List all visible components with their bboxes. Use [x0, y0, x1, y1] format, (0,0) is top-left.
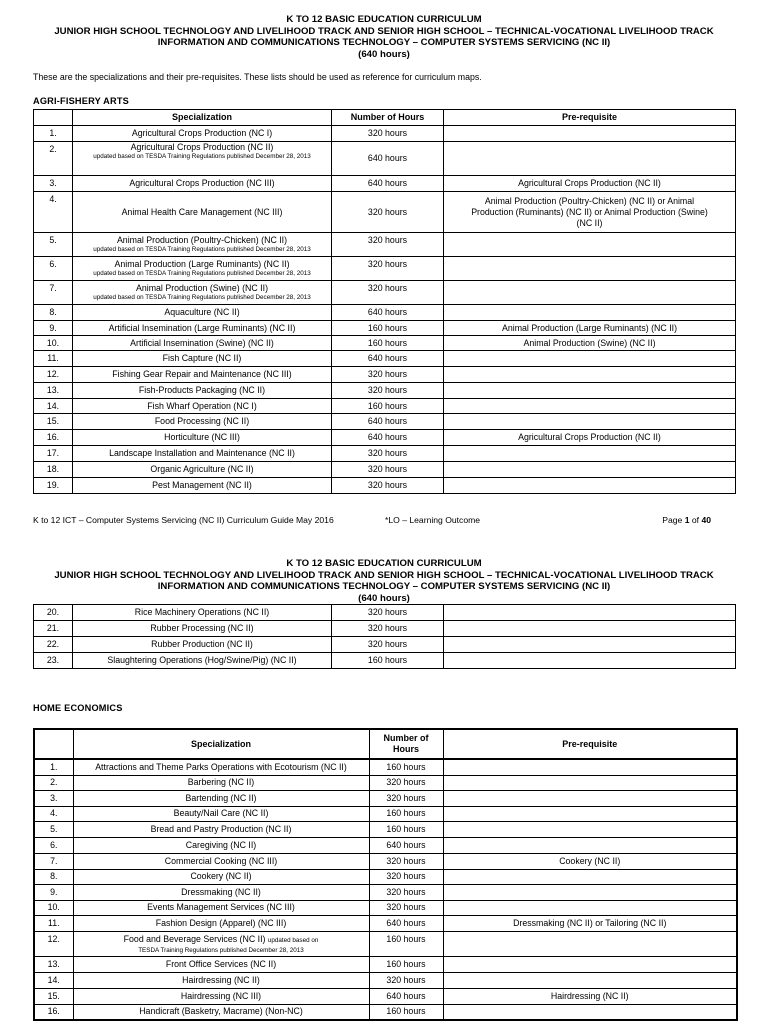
row-number: 17. [34, 446, 73, 462]
col-num-header [34, 110, 73, 126]
table-row [34, 305, 736, 321]
table-row [34, 192, 736, 233]
row-specialization: Attractions and Theme Parks Operations with Ecotourism (NC II) [73, 759, 369, 775]
table-row [34, 931, 737, 956]
table-row [34, 321, 736, 336]
row-number: 9. [34, 884, 73, 900]
row-hours: 320 hours [332, 637, 444, 653]
row-number: 11. [34, 915, 73, 931]
row-prereq [444, 367, 736, 383]
row-hours: 160 hours [369, 1004, 443, 1020]
row-prereq [443, 869, 737, 884]
row-prereq: Agricultural Crops Production (NC II) [444, 176, 736, 192]
row-number: 14. [34, 399, 73, 414]
row-prereq: Dressmaking (NC II) or Tailoring (NC II) [443, 915, 737, 931]
row-hours: 640 hours [332, 430, 444, 446]
row-specialization: Caregiving (NC II) [73, 837, 369, 853]
row-specialization: Agricultural Crops Production (NC III) [73, 176, 332, 192]
row-hours: 640 hours [332, 351, 444, 367]
header-line-2: JUNIOR HIGH SCHOOL TECHNOLOGY AND LIVELIHOOD TRACK AND SENIOR HIGH SCHOOL – TECHNICAL-VOCATIONAL LIVELIHOOD TRACK [54, 569, 714, 581]
table-row [34, 900, 737, 915]
row-prereq [443, 1004, 737, 1020]
row-specialization: Fashion Design (Apparel) (NC III) [73, 915, 369, 931]
table-row [34, 653, 736, 669]
row-hours: 640 hours [332, 414, 444, 430]
table-row [34, 351, 736, 367]
row-specialization: Rubber Production (NC II) [73, 637, 332, 653]
table-row [34, 281, 736, 305]
row-specialization [73, 233, 332, 257]
table-row [34, 446, 736, 462]
table-row [34, 430, 736, 446]
row-hours: 320 hours [332, 462, 444, 478]
row-specialization: Commercial Cooking (NC III) [73, 853, 369, 869]
table-row [34, 972, 737, 988]
row-prereq [443, 790, 737, 806]
row-specialization: Artificial Insemination (Large Ruminants) (NC II) [73, 321, 332, 336]
row-number: 8. [34, 869, 73, 884]
row-hours: 320 hours [332, 367, 444, 383]
row-specialization: Aquaculture (NC II) [73, 305, 332, 321]
row-specialization: Horticulture (NC III) [73, 430, 332, 446]
header-line-4: (640 hours) [358, 592, 410, 604]
row-hours: 320 hours [332, 281, 444, 305]
row-prereq [443, 821, 737, 837]
row-hours: 320 hours [369, 775, 443, 790]
row-specialization: Cookery (NC II) [73, 869, 369, 884]
row-hours: 160 hours [332, 653, 444, 669]
row-prereq: Agricultural Crops Production (NC II) [444, 430, 736, 446]
home-table [33, 728, 738, 1021]
table-row [34, 884, 737, 900]
row-specialization: Pest Management (NC II) [73, 478, 332, 494]
row-number: 21. [34, 621, 73, 637]
col-hours-header: Number of Hours [332, 110, 444, 126]
row-hours: 320 hours [369, 900, 443, 915]
row-number: 15. [34, 988, 73, 1004]
row-prereq [444, 305, 736, 321]
row-specialization: Fish Capture (NC II) [73, 351, 332, 367]
row-prereq [444, 605, 736, 621]
table-row [34, 806, 737, 821]
row-hours: 160 hours [369, 759, 443, 775]
footer-page-number [662, 515, 711, 525]
row-number: 10. [34, 900, 73, 915]
row-number: 9. [34, 321, 73, 336]
table-row [34, 126, 736, 142]
row-prereq [444, 621, 736, 637]
table-row [34, 853, 737, 869]
row-specialization: Handicraft (Basketry, Macrame) (Non-NC) [73, 1004, 369, 1020]
row-hours: 640 hours [369, 837, 443, 853]
row-specialization: Slaughtering Operations (Hog/Swine/Pig) (NC II) [73, 653, 332, 669]
table-row [34, 821, 737, 837]
row-number: 20. [34, 605, 73, 621]
spec-note: updated based on [267, 936, 319, 944]
row-prereq [444, 637, 736, 653]
row-specialization: Beauty/Nail Care (NC II) [73, 806, 369, 821]
page-header-2 [0, 558, 768, 604]
table-row [34, 462, 736, 478]
row-prereq [444, 281, 736, 305]
row-specialization: Events Management Services (NC III) [73, 900, 369, 915]
row-prereq: Animal Production (Large Ruminants) (NC II) [444, 321, 736, 336]
table-row [34, 869, 737, 884]
row-specialization: Front Office Services (NC II) [73, 956, 369, 972]
col-prereq-header: Pre-requisite [444, 110, 736, 126]
table-row [34, 775, 737, 790]
row-prereq [444, 653, 736, 669]
row-specialization: Hairdressing (NC II) [73, 972, 369, 988]
row-prereq: Animal Production (Swine) (NC II) [444, 336, 736, 351]
page-header [0, 14, 768, 60]
row-hours: 320 hours [369, 884, 443, 900]
spec-note-2: TESDA Training Regulations published December 28, 2013 [138, 946, 304, 954]
col-prereq-header: Pre-requisite [443, 729, 737, 759]
row-prereq [443, 931, 737, 956]
row-prereq [443, 837, 737, 853]
row-hours: 320 hours [369, 972, 443, 988]
row-hours: 640 hours [332, 305, 444, 321]
spec-note: updated based on TESDA Training Regulations published December 28, 2013 [93, 270, 311, 277]
table-row [34, 257, 736, 281]
table-header-row [34, 110, 736, 126]
table-row [34, 621, 736, 637]
row-number: 7. [34, 853, 73, 869]
row-number: 5. [34, 233, 73, 257]
col-specialization-header: Specialization [73, 110, 332, 126]
table-row [34, 414, 736, 430]
row-specialization: Bread and Pastry Production (NC II) [73, 821, 369, 837]
table-row [34, 759, 737, 775]
row-prereq [444, 383, 736, 399]
spec-note: updated based on TESDA Training Regulations published December 28, 2013 [93, 153, 311, 160]
row-specialization [73, 142, 332, 176]
section-title-home: HOME ECONOMICS [33, 703, 123, 713]
row-number: 6. [34, 837, 73, 853]
row-hours: 640 hours [369, 988, 443, 1004]
row-prereq [443, 806, 737, 821]
spec-name: Agricultural Crops Production (NC II) [130, 142, 274, 152]
header-line-4: (640 hours) [358, 48, 410, 60]
row-prereq: Animal Production (Poultry-Chicken) (NC II) or Animal Production (Ruminants) (NC II) or Animal Production (Swine) (NC II) [444, 192, 736, 233]
row-hours: 160 hours [369, 956, 443, 972]
spec-note: updated based on TESDA Training Regulations published December 28, 2013 [93, 294, 311, 301]
row-specialization: Agricultural Crops Production (NC I) [73, 126, 332, 142]
table-row [34, 142, 736, 176]
row-number: 10. [34, 336, 73, 351]
row-hours: 320 hours [332, 257, 444, 281]
row-number: 18. [34, 462, 73, 478]
page-of: of [689, 515, 702, 525]
row-hours: 160 hours [369, 821, 443, 837]
table-row [34, 790, 737, 806]
row-number: 16. [34, 1004, 73, 1020]
row-specialization [73, 931, 369, 956]
row-number: 6. [34, 257, 73, 281]
row-number: 23. [34, 653, 73, 669]
row-prereq [443, 759, 737, 775]
row-number: 19. [34, 478, 73, 494]
row-number: 4. [34, 192, 73, 233]
col-num-header [34, 729, 73, 759]
row-prereq [444, 462, 736, 478]
row-hours: 320 hours [332, 192, 444, 233]
table-row [34, 399, 736, 414]
header-line-3: INFORMATION AND COMMUNICATIONS TECHNOLOGY – COMPUTER SYSTEMS SERVICING (NC II) [157, 37, 611, 49]
spec-name: Animal Production (Large Ruminants) (NC II) [114, 259, 290, 269]
row-number: 4. [34, 806, 73, 821]
row-prereq [444, 126, 736, 142]
row-prereq [444, 257, 736, 281]
row-number: 5. [34, 821, 73, 837]
row-number: 7. [34, 281, 73, 305]
row-number: 12. [34, 367, 73, 383]
row-specialization: Dressmaking (NC II) [73, 884, 369, 900]
spec-name: Animal Production (Swine) (NC II) [136, 283, 268, 293]
intro-text: These are the specializations and their pre-requisites. These lists should be used as reference for curriculum maps. [33, 72, 482, 82]
row-hours: 160 hours [369, 806, 443, 821]
row-hours: 160 hours [369, 931, 443, 956]
row-number: 12. [34, 931, 73, 956]
header-line-3: INFORMATION AND COMMUNICATIONS TECHNOLOGY – COMPUTER SYSTEMS SERVICING (NC II) [157, 581, 611, 593]
row-hours: 320 hours [332, 621, 444, 637]
row-number: 13. [34, 956, 73, 972]
row-specialization: Food Processing (NC II) [73, 414, 332, 430]
row-hours: 160 hours [332, 336, 444, 351]
row-specialization: Fishing Gear Repair and Maintenance (NC III) [73, 367, 332, 383]
row-prereq [443, 775, 737, 790]
row-specialization: Hairdressing (NC III) [73, 988, 369, 1004]
spec-note: updated based on TESDA Training Regulations published December 28, 2013 [93, 246, 311, 253]
row-number: 3. [34, 176, 73, 192]
row-number: 2. [34, 775, 73, 790]
row-number: 2. [34, 142, 73, 176]
agri-table [33, 109, 736, 494]
table-row [34, 605, 736, 621]
row-specialization: Rubber Processing (NC II) [73, 621, 332, 637]
row-prereq: Cookery (NC II) [443, 853, 737, 869]
table-row [34, 233, 736, 257]
row-prereq [444, 446, 736, 462]
row-number: 8. [34, 305, 73, 321]
page-current: 1 [684, 515, 690, 525]
row-number: 11. [34, 351, 73, 367]
row-specialization: Animal Health Care Management (NC III) [73, 192, 332, 233]
row-specialization: Fish Wharf Operation (NC I) [73, 399, 332, 414]
row-hours: 320 hours [332, 383, 444, 399]
row-hours: 320 hours [332, 446, 444, 462]
row-number: 1. [34, 126, 73, 142]
row-specialization: Rice Machinery Operations (NC II) [73, 605, 332, 621]
row-hours: 640 hours [369, 915, 443, 931]
row-hours: 320 hours [332, 605, 444, 621]
col-specialization-header: Specialization [73, 729, 369, 759]
row-number: 14. [34, 972, 73, 988]
table-row [34, 956, 737, 972]
table-row [34, 367, 736, 383]
table-row [34, 176, 736, 192]
row-specialization: Bartending (NC II) [73, 790, 369, 806]
row-prereq: Hairdressing (NC II) [443, 988, 737, 1004]
row-prereq [444, 233, 736, 257]
row-prereq [443, 884, 737, 900]
row-prereq [443, 900, 737, 915]
table-header-row [34, 729, 737, 759]
row-hours: 320 hours [369, 790, 443, 806]
table-row [34, 837, 737, 853]
row-hours: 160 hours [332, 399, 444, 414]
row-prereq [443, 972, 737, 988]
row-prereq [444, 414, 736, 430]
row-prereq [444, 478, 736, 494]
header-line-1: K TO 12 BASIC EDUCATION CURRICULUM [286, 558, 482, 569]
row-specialization: Organic Agriculture (NC II) [73, 462, 332, 478]
spec-line [76, 933, 367, 947]
page-total: 40 [701, 515, 711, 525]
header-line-1: K TO 12 BASIC EDUCATION CURRICULUM [286, 14, 482, 25]
spec-name: Animal Production (Poultry-Chicken) (NC II) [116, 235, 288, 245]
row-number: 15. [34, 414, 73, 430]
row-specialization: Landscape Installation and Maintenance (NC II) [73, 446, 332, 462]
table-row [34, 1004, 737, 1020]
row-hours: 320 hours [332, 478, 444, 494]
row-hours: 640 hours [332, 142, 444, 176]
row-number: 22. [34, 637, 73, 653]
spec-name: Food and Beverage Services (NC II) [123, 933, 266, 944]
row-hours: 640 hours [332, 176, 444, 192]
col-hours-header: Number of Hours [369, 729, 443, 759]
footer-title: K to 12 ICT – Computer Systems Servicing (NC II) Curriculum Guide May 2016 [33, 515, 334, 525]
row-specialization: Fish-Products Packaging (NC II) [73, 383, 332, 399]
section-title-agri: AGRI-FISHERY ARTS [33, 96, 129, 106]
table-row [34, 478, 736, 494]
row-specialization: Barbering (NC II) [73, 775, 369, 790]
row-specialization [73, 281, 332, 305]
row-number: 16. [34, 430, 73, 446]
row-hours: 320 hours [369, 869, 443, 884]
agri-table-continued [33, 604, 736, 669]
table-row [34, 383, 736, 399]
row-prereq [443, 956, 737, 972]
row-hours: 320 hours [332, 233, 444, 257]
row-specialization: Artificial Insemination (Swine) (NC II) [73, 336, 332, 351]
table-row [34, 988, 737, 1004]
table-row [34, 336, 736, 351]
table-row [34, 915, 737, 931]
row-hours: 320 hours [332, 126, 444, 142]
row-specialization [73, 257, 332, 281]
header-line-2: JUNIOR HIGH SCHOOL TECHNOLOGY AND LIVELIHOOD TRACK AND SENIOR HIGH SCHOOL – TECHNICAL-VOCATIONAL LIVELIHOOD TRACK [54, 25, 714, 37]
row-number: 1. [34, 759, 73, 775]
table-row [34, 637, 736, 653]
row-number: 3. [34, 790, 73, 806]
row-prereq [444, 142, 736, 176]
row-prereq [444, 351, 736, 367]
row-number: 13. [34, 383, 73, 399]
page-prefix: Page [662, 515, 685, 525]
footer-note: *LO – Learning Outcome [385, 515, 481, 525]
row-prereq [444, 399, 736, 414]
row-hours: 320 hours [369, 853, 443, 869]
row-hours: 160 hours [332, 321, 444, 336]
